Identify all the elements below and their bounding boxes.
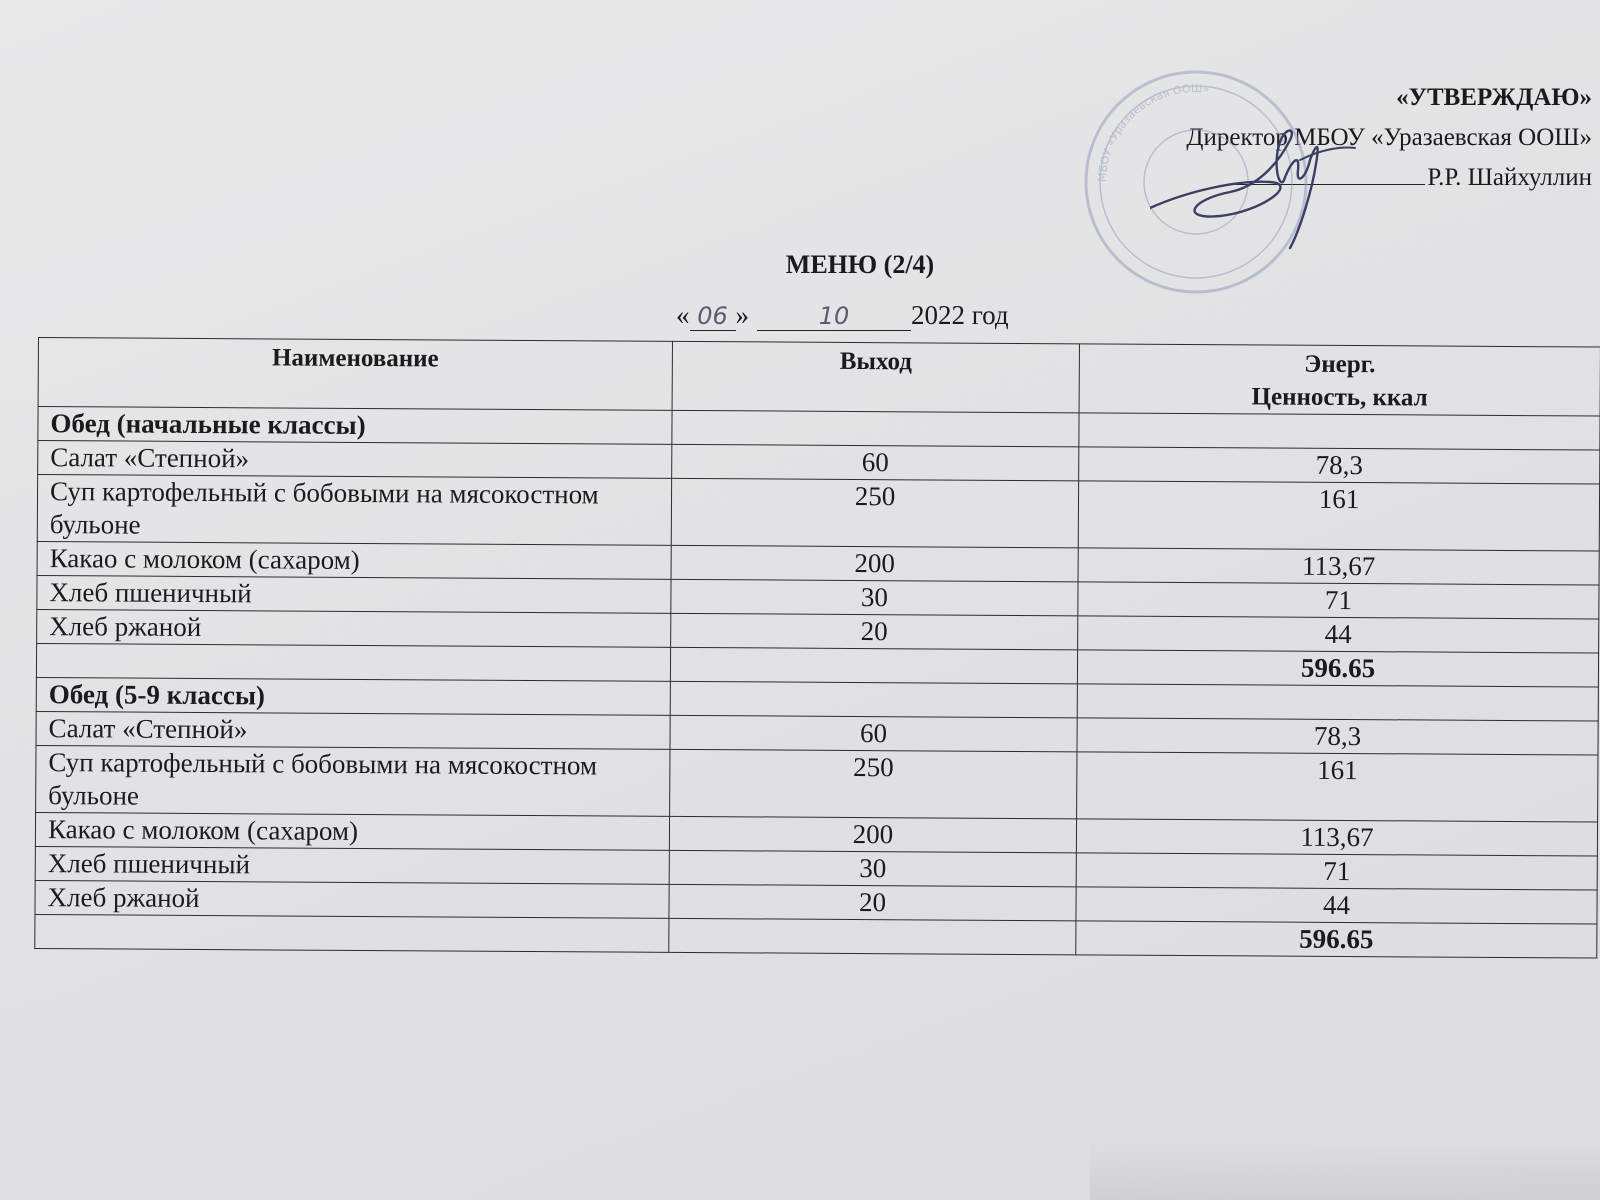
header-yield: Выход xyxy=(672,341,1079,412)
date-day: 06 xyxy=(690,302,736,331)
energy-cell xyxy=(1079,413,1600,450)
date-close-quote: » xyxy=(735,300,749,330)
dish-name-cell: Какао с молоком (сахаром) xyxy=(37,541,671,579)
header-energy: Энерг. Ценность, ккал xyxy=(1079,344,1600,416)
dish-name-cell: Хлеб пшеничный xyxy=(37,575,671,613)
yield-cell: 250 xyxy=(670,749,1077,818)
energy-cell: 596.65 xyxy=(1077,650,1598,687)
energy-cell: 113,67 xyxy=(1078,548,1599,585)
approval-heading: «УТВЕРЖДАЮ» xyxy=(1396,84,1592,111)
dish-name-cell: Какао с молоком (сахаром) xyxy=(35,812,669,850)
yield-cell: 200 xyxy=(671,545,1078,581)
energy-cell: 161 xyxy=(1077,752,1598,822)
yield-cell: 60 xyxy=(672,444,1079,480)
energy-cell: 44 xyxy=(1076,887,1597,924)
table-row xyxy=(37,475,1599,552)
document-title: МЕНЮ (2/4) xyxy=(785,250,935,279)
energy-cell: 78,3 xyxy=(1079,447,1600,484)
dish-name-cell: Суп картофельный с бобовыми на мясокостном бульоне xyxy=(36,745,670,816)
dish-name-cell: Салат «Степной» xyxy=(38,441,672,479)
yield-cell xyxy=(672,410,1079,446)
yield-cell xyxy=(670,647,1077,683)
date-year: 2022 год xyxy=(911,300,1009,330)
dish-name-cell xyxy=(36,643,670,681)
date-month: 10 xyxy=(757,302,911,331)
dish-name-cell: Хлеб ржаной xyxy=(37,609,671,647)
yield-cell xyxy=(670,681,1077,717)
approval-name: Р.Р. Шайхуллин xyxy=(1427,164,1592,191)
header-name: Наименование xyxy=(38,338,672,411)
yield-cell: 60 xyxy=(670,715,1077,751)
energy-cell: 113,67 xyxy=(1076,819,1597,856)
dish-name-cell: Обед (начальные классы) xyxy=(38,407,672,445)
yield-cell xyxy=(669,918,1076,954)
energy-cell: 161 xyxy=(1078,481,1599,551)
table-header-row xyxy=(38,338,1600,417)
paper-shadow xyxy=(1090,1140,1600,1200)
menu-table xyxy=(34,337,1600,959)
energy-cell xyxy=(1077,684,1598,721)
energy-cell: 78,3 xyxy=(1077,718,1598,755)
date-line xyxy=(676,300,1009,331)
dish-name-cell xyxy=(35,914,669,952)
approval-position: Директор МБОУ «Уразаевская ООШ» xyxy=(1186,124,1592,151)
stamp-text: МБОУ «Уразаевская ООШ» xyxy=(1095,81,1211,183)
dish-name-cell: Салат «Степной» xyxy=(36,711,670,749)
dish-name-cell: Обед (5-9 классы) xyxy=(36,677,670,715)
dish-name-cell: Суп картофельный с бобовыми на мясокостном бульоне xyxy=(37,475,671,546)
energy-cell: 44 xyxy=(1078,616,1599,653)
energy-cell: 71 xyxy=(1076,853,1597,890)
handwritten-signature xyxy=(1150,120,1370,250)
yield-cell: 30 xyxy=(671,579,1078,615)
yield-cell: 30 xyxy=(669,850,1076,886)
table-body xyxy=(35,407,1600,959)
yield-cell: 200 xyxy=(669,816,1076,852)
dish-name-cell: Хлеб ржаной xyxy=(35,880,669,918)
table-row xyxy=(36,745,1598,822)
yield-cell: 20 xyxy=(669,884,1076,920)
yield-cell: 20 xyxy=(671,613,1078,649)
dish-name-cell: Хлеб пшеничный xyxy=(35,846,669,884)
yield-cell: 250 xyxy=(671,478,1078,547)
energy-cell: 71 xyxy=(1078,582,1599,619)
date-open-quote: « xyxy=(676,300,690,330)
energy-cell: 596.65 xyxy=(1076,921,1597,958)
